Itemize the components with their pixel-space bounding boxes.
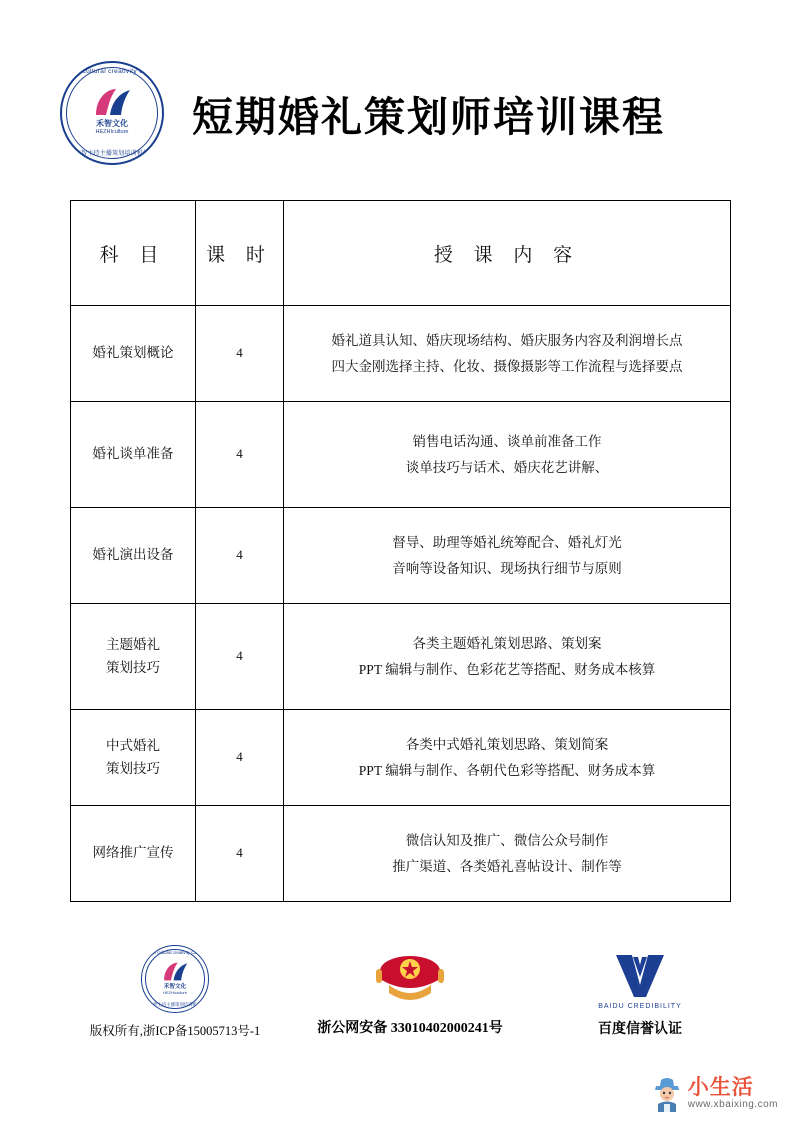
table-row bbox=[71, 604, 731, 710]
content-line: 谈单技巧与话术、婚庆花艺讲解、 bbox=[405, 459, 609, 475]
content-line: 督导、助理等婚礼统筹配合、婚礼灯光 bbox=[392, 534, 622, 550]
footer-logo-ring-text-top: Hebei cultural creativity Co.,Ltd bbox=[144, 950, 206, 955]
course-table bbox=[70, 200, 731, 902]
footer-logo-ring-text-bottom: 木智主持主播策划培训机构 bbox=[148, 1002, 202, 1007]
cell-subject: 网络推广宣传 bbox=[71, 806, 196, 902]
police-record-text[interactable]: 浙公网安备 33010402000241号 bbox=[317, 1021, 503, 1036]
footer-logo-mark-icon bbox=[160, 961, 190, 982]
watermark-title: 小生活 bbox=[687, 1074, 754, 1099]
content-line: 各类主题婚礼策划思路、策划案 bbox=[412, 635, 602, 651]
table-body bbox=[71, 306, 731, 902]
page-title: 短期婚礼策划师培训课程 bbox=[192, 93, 665, 140]
table-head bbox=[71, 201, 731, 306]
footer-company-logo bbox=[141, 945, 209, 1013]
content-line: 各类中式婚礼策划思路、策划简案 bbox=[405, 736, 609, 752]
subject-line: 策划技巧 bbox=[106, 659, 160, 675]
cell-content bbox=[284, 402, 731, 508]
logo-mark-icon bbox=[90, 87, 134, 117]
subject-line: 中式婚礼 bbox=[106, 737, 160, 753]
logo-en-name: HEZHIculture bbox=[95, 129, 129, 135]
cell-hours: 4 bbox=[196, 402, 284, 508]
footer-copyright-block bbox=[60, 945, 290, 1039]
cell-subject bbox=[71, 710, 196, 806]
cell-hours: 4 bbox=[196, 306, 284, 402]
watermark-url: www.xbaixing.com bbox=[687, 1099, 778, 1111]
content-line: PPT 编辑与制作、各朝代色彩等搭配、财务成本算 bbox=[358, 762, 656, 778]
cell-content bbox=[284, 710, 731, 806]
content-line: PPT 编辑与制作、色彩花艺等搭配、财务成本核算 bbox=[358, 661, 656, 677]
cell-content bbox=[284, 508, 731, 604]
footer-logo-cn-name: 禾智文化 bbox=[163, 984, 187, 990]
baidu-credibility-sub: BAIDU CREDIBILITY bbox=[598, 1003, 682, 1010]
document-header bbox=[60, 58, 740, 168]
column-header-hours: 课 时 bbox=[196, 201, 284, 306]
cell-content bbox=[284, 306, 731, 402]
footer-police-block[interactable] bbox=[295, 945, 525, 1037]
copyright-text: 版权所有,浙ICP备15005713号-1 bbox=[89, 1024, 261, 1038]
table-row bbox=[71, 508, 731, 604]
cell-content bbox=[284, 806, 731, 902]
content-line: 推广渠道、各类婚礼喜帖设计、制作等 bbox=[392, 858, 622, 874]
watermark bbox=[652, 1074, 778, 1112]
content-line: 婚礼道具认知、婚庆现场结构、婚庆服务内容及利润增长点 bbox=[331, 332, 683, 348]
cell-hours: 4 bbox=[196, 806, 284, 902]
cell-hours: 4 bbox=[196, 604, 284, 710]
cell-subject bbox=[71, 604, 196, 710]
logo-ring-text-top: Hebei cultural creativity Co.,Ltd bbox=[61, 68, 163, 75]
content-line: 销售电话沟通、谈单前准备工作 bbox=[412, 433, 602, 449]
table-header-row bbox=[71, 201, 731, 306]
column-header-subject: 科 目 bbox=[71, 201, 196, 306]
footer-logo-en-name: HEZHIculture bbox=[162, 990, 187, 995]
cell-hours: 4 bbox=[196, 508, 284, 604]
cell-hours: 4 bbox=[196, 710, 284, 806]
content-line: 微信认知及推广、微信公众号制作 bbox=[405, 832, 609, 848]
company-logo bbox=[60, 61, 164, 165]
cell-content bbox=[284, 604, 731, 710]
table-row bbox=[71, 402, 731, 508]
police-emblem-icon bbox=[373, 949, 447, 1009]
logo-cn-name: 禾智文化 bbox=[96, 119, 128, 128]
cell-subject: 婚礼演出设备 bbox=[71, 508, 196, 604]
watermark-text-block bbox=[688, 1076, 778, 1110]
document-footer bbox=[0, 945, 800, 1065]
baidu-credibility-label[interactable]: 百度信誉认证 bbox=[598, 1022, 682, 1037]
watermark-mascot-icon bbox=[652, 1074, 682, 1112]
column-header-content: 授 课 内 容 bbox=[284, 201, 731, 306]
cell-subject: 婚礼策划概论 bbox=[71, 306, 196, 402]
content-line: 音响等设备知识、现场执行细节与原则 bbox=[392, 560, 622, 576]
subject-line: 策划技巧 bbox=[106, 760, 160, 776]
cell-subject: 婚礼谈单准备 bbox=[71, 402, 196, 508]
baidu-credibility-icon bbox=[602, 951, 678, 1001]
footer-baidu-block[interactable] bbox=[530, 945, 750, 1038]
table-row bbox=[71, 806, 731, 902]
subject-line: 主题婚礼 bbox=[106, 636, 160, 652]
content-line: 四大金刚选择主持、化妆、摄像摄影等工作流程与选择要点 bbox=[331, 358, 683, 374]
table-row bbox=[71, 710, 731, 806]
table-row bbox=[71, 306, 731, 402]
logo-ring-text-bottom: 木智主持主播策划培训机构 bbox=[74, 150, 150, 157]
